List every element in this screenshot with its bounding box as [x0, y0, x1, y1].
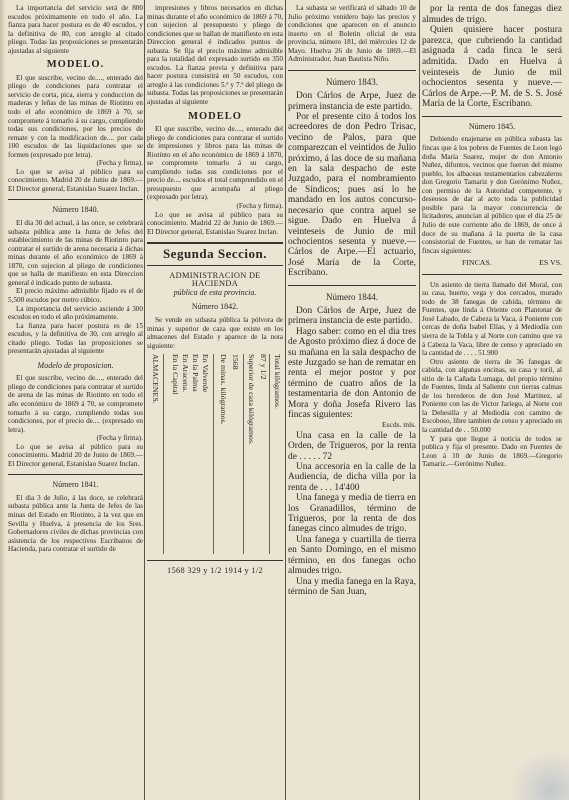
- notice-number: Número 1844.: [326, 291, 378, 302]
- paragraph: Lo que se avisa al público para su conocimiento. Madrid 22 de Junio de 1869.—El Director general, Estanislao Suarez Inclan.: [147, 210, 283, 236]
- agency-subtitle: pública de esta provincia.: [173, 287, 257, 297]
- paragraph: Lo que se avisa al público para su conocimiento. Madrid 20 de Junio de 1869.—El Director general, Estanislao Suarez Inclan.: [8, 167, 143, 193]
- paragraph: El precio máximo admisible fijado es el de 5,500 escudos por metro cúbico.: [8, 287, 143, 304]
- heading-modelo: MODELO.: [46, 59, 105, 71]
- divider: [8, 199, 143, 200]
- section-divider: [147, 242, 283, 244]
- table-rule: [243, 354, 244, 554]
- paragraph: Se vende en subasta pública la pólvora de minas y superior de caza que existe en los almacenes del Estado y aparece de la nota siguiente:: [147, 315, 283, 350]
- paragraph: La importancia del servicio será de 800 escudos próximamente en todo el año. La fianza para hacer postura es de 40 escudos, y la definitiva de 80, con arreglo al citado pliego. Todas las proposiciones se presentarán ajustadas al siguiente: [8, 4, 143, 55]
- notice-number: Número 1845.: [468, 121, 516, 131]
- paragraph: El que suscribe, vecino de...., enterado del pliego de condiciones para contratar el surtido de impresiones y libros para las minas de Riotinto en el año económico de 1869 á 1870, se compromete tomarlo á su cargo, cumpliendo todas sus condiciones por el precio de.... escudos el total comprendido en el presupuesto que acompaña al pliego (expresado por letra).: [147, 125, 283, 202]
- paragraph: Lo que se avisa al público para su conocimiento. Madrid 20 de Junio de 1869.—El Director general, Estanislao Suarez Inclan.: [8, 442, 143, 468]
- column-1: [8, 4, 143, 794]
- finca-item: Una y media fanega en la Raya, término de San Juan,: [288, 576, 416, 597]
- divider: [147, 560, 283, 561]
- notice-number: Número 1840.: [52, 205, 99, 215]
- section-title: Segunda Seccion.: [162, 246, 268, 262]
- paragraph: Don Cárlos de Arpe, Juez de primera instancia de este partido.: [288, 91, 416, 112]
- divider: [422, 116, 562, 117]
- finca-item: Un asiento de tierra llamado del Moral, con su casa, huerto, vega y dos cercados, murado todo de 38 fanegas de cabida, término de Fuentes, que linda á Oriente con Plantonar de José Labado, de Cabeza la Vaca, á Poniente con cercas de doña Isabel Elías, y á Mediodía con sierra de la Tobla y al Norte con camino que va á Cabeza la Vaca, libre de censo y apreciado en la cantidad de . . . . 51.900: [422, 280, 562, 358]
- paragraph: impresiones y libros necesarios en dichas minas durante el año económico de 1869 á 70, con sujecion al presupuesto y pliego de condiciones que se hallan de manifiesto en esta Direccion general é indicados puntos de subasta. Se fija el precio máximo admisible para la totalidad del expresado surtido en 350 escudos. La fianza previa y definitiva para hacer postura consistirá en 50 escudos, con arreglo á las condiciones 5.ª y 7.ª del pliego de subasta. Todas las proposiciones se presentarán ajustadas al siguiente: [147, 4, 283, 107]
- column-4: [422, 4, 562, 794]
- divider: [147, 265, 283, 266]
- table-col-minas: De minas. kilógramos.: [219, 354, 228, 425]
- heading-modelo: MODELO: [188, 110, 242, 122]
- table-totals: 1568 329 y 1/2 1914 y 1/2: [167, 566, 263, 576]
- table-rule: [269, 354, 270, 554]
- paragraph: Por el presente cito á todos los acreedores de don Pedro Trisac, vecino de Palos, para que comparezcan el veintidos de Julio próximo, á las doce de su mañana en la sala despacho de este Juzgado, para el nombramiento de Síndicos; pues así lo he mandado en los autos concurso-necesario que contra aquel se sigue. Dado en Huelva á veinteseis de Junio de mil ochocientos sesenta y nueve.—Cárlos de Arpe.—El actuario, José María de la Corte, Escribano.: [288, 112, 416, 279]
- divider: [8, 474, 143, 475]
- table-rule: [163, 354, 164, 554]
- paragraph: Hago saber: como en el dia tres de Agosto próximo diez á doce de su mañana en la sala despacho de este Juzgado se han de rematar en renta el mejor postor y por término de cuatro años de la testamentaria de don Antonio de Mora y doña Josefa Rivero las fincas siguientes:: [288, 326, 416, 421]
- paragraph: Don Cárlos de Arpe, Juez de primera instancia de este partido.: [288, 305, 416, 327]
- column-rule: [419, 0, 420, 800]
- table-value: 87 y 1/2: [259, 354, 268, 380]
- finca-item: Una casa en la calle de la Orden, de Trigueros, por la renta de . . . . . 72: [288, 430, 416, 462]
- table-row-label: En la Capital: [171, 354, 180, 395]
- paragraph: La subasta se verificará el sábado 10 de Julio próximo venidero bajo las precios y condiciones que aparecen en el anuncio inserto en el Boletin oficial de esta provincia, número 181, del miércoles 12 de Mayo. Huelva 26 de Junio de 1869.—El Administrador, Juan Bautista Niño.: [288, 4, 416, 64]
- paragraph: por la renta de dos fanegas diez almudes de trigo.: [422, 4, 562, 25]
- notice-number: Número 1842.: [191, 302, 239, 312]
- paragraph: Quien quisiere hacer postura parezca, que cubriendo la cantidad asignada á cada finca le será admitida. Dado en Huelva á veinteseis de Junio de mil ochocientos sesenta y nueve.—Cárlos de Arpe.—P. M. de S. S. José María de la Corte, Escribano.: [422, 25, 562, 110]
- divider: [288, 285, 416, 286]
- table-rule: [213, 354, 214, 554]
- paragraph: Y para que llegue á noticia de todos se publica y fija el presente. Dado en Fuentes de Leon á 10 de Junio de 1869.—Gregorio Tamariz.—Gerónimo Nuñez.: [422, 434, 562, 469]
- signature-line: (Fecha y firma).: [236, 202, 283, 211]
- paragraph: El dia 30 del actual, á las once, se celebrará subasta pública ante la Junta de Jefes del establecimiento de las minas de Riotinto para contratar el surtido de arena necesaria á dichas minas durante el año económico de 1869 á 1870, con sujecion al pliego de condiciones que se halla de manifiesto en esta Direccion general é indicado punto de subasta.: [8, 219, 143, 287]
- paragraph: La fianza para hacer postura es de 15 escudos, y la definitiva de 30, con arreglo al citado pliego. Todas las proposiciones se presentarán ajustadas al siguiente: [8, 321, 143, 356]
- table-row-label: En Valverde: [201, 354, 210, 393]
- column-3: [288, 4, 416, 794]
- notice-number: Número 1843.: [326, 76, 378, 87]
- units-label: Escds. mls.: [382, 420, 416, 430]
- agency-title: ADMINISTRACION DE HACIENDA: [169, 270, 261, 289]
- paragraph: El que suscribe, vecino de...., enterado del pliego de condiciones para contratar el surtido de arena de las minas de Riotinto en todo el año económico de 1869 á 70, se compromete tomarlo á su cargo, cumpliendo todas sus condiciones, por el precio de.... (expresado en letra).: [8, 374, 143, 434]
- table-row-label: En Aracena.: [181, 354, 190, 393]
- paragraph: El que suscribe, vecino de...., enterado del pliego de condiciones para contratar el servicio de corta, pica, sierra y conduccion de maderas y leñas de las minas de Riotinto en todo el año económico de 1869 á 70, se compromete á tomarlo á su cargo, cumpliendo todas sus condiciones, por los precios de remate y con la modificacion de.... por cada 100 escudos de las liquidaciones que se formen (expresado por letra).: [8, 73, 143, 159]
- table-col-total: Total kilógramos.: [273, 354, 282, 410]
- powder-table: [147, 354, 283, 554]
- notice-number: Número 1841.: [52, 480, 99, 490]
- paragraph: La importancia del servicio asciende á 300 escudos en todo el año próximamente.: [8, 304, 143, 322]
- paragraph: El dia 3 de Julio, á las doce, se celebrará subasta pública ante la Junta de Jefes de las minas del Estado en Riotinto, á la vez que en Sevilla y Huelva, á presencia de los Sres. Gobernadores civiles de dichas provincias con asistencia de los respectivos Escribanos de Hacienda, para contratar el surtido de: [8, 493, 143, 554]
- table-row-label: En la Palma: [191, 354, 200, 392]
- table-col-caza: Superior de caza kilógramos.: [247, 354, 256, 446]
- finca-item: Una fanega y cuartilla de tierra en Santo Domingo, en el mismo término, en dos fanegas ocho almudes trigo.: [288, 534, 416, 577]
- column-rule: [285, 0, 286, 800]
- finca-item: Otro asiento de tierra de 36 fanegas de cabida, con algunas encinas, su casa y toril, al sitio de la Cañada Lumaga, del propio término de Fuentes, linda al Saliente con tierras calmas de los herederos de don José Martinez, al Poniente con las de Victor Jariego, al Norte con la Dehesilla y al Mediodía con camino de Escoboso, libre tambien de censo y apreciado en la cantidad de . . 50.000: [422, 357, 562, 434]
- column-rule: [144, 0, 145, 800]
- fincas-header: FINCAS. ES VS.: [462, 258, 562, 268]
- divider: [422, 274, 562, 275]
- finca-item: Una fanega y media de tierra en los Granadillos, término de Trigueros, por la renta de dos fanegas cinco almudes de trigo.: [288, 493, 416, 535]
- divider: [288, 70, 416, 71]
- signature-line: (Fecha y firma).: [96, 434, 143, 443]
- signature-line: (Fecha y firma).: [96, 159, 143, 168]
- column-2: [147, 4, 283, 794]
- paragraph: Debiendo enajenarse en pública subasta las fincas que á los pobres de Fuentes de Leon legó doña María Suarez, mujer de don Antonio Nuñez, difuntos, vecinos que fueron del mismo pueblo, los albaceas testamentarios cabezaleros don Gregorio Tamariz y don Gerónimo Nuñez, con permiso de la Autoridad competente, y deseosos de dar al acto toda la publicidad posible para la mayor concurrencia de licitadores, anuncian al público que el dia 25 de Julio de este corriente año de 1869, de once á doce de su mañana á la puerta de la casa consistorial de Fuentes, se han de rematar las fincas siguientes:: [422, 135, 562, 255]
- finca-item: Una accesoria en la calle de la Audiencia, de dicha villa por la renta de . . . 14'400: [288, 462, 416, 493]
- page-edge-shadow: [0, 0, 6, 800]
- table-value: 1568: [231, 354, 240, 370]
- heading-modelo-proposicion: Modelo de proposicion.: [37, 360, 114, 370]
- table-header-almacenes: ALMACENES.: [151, 354, 160, 404]
